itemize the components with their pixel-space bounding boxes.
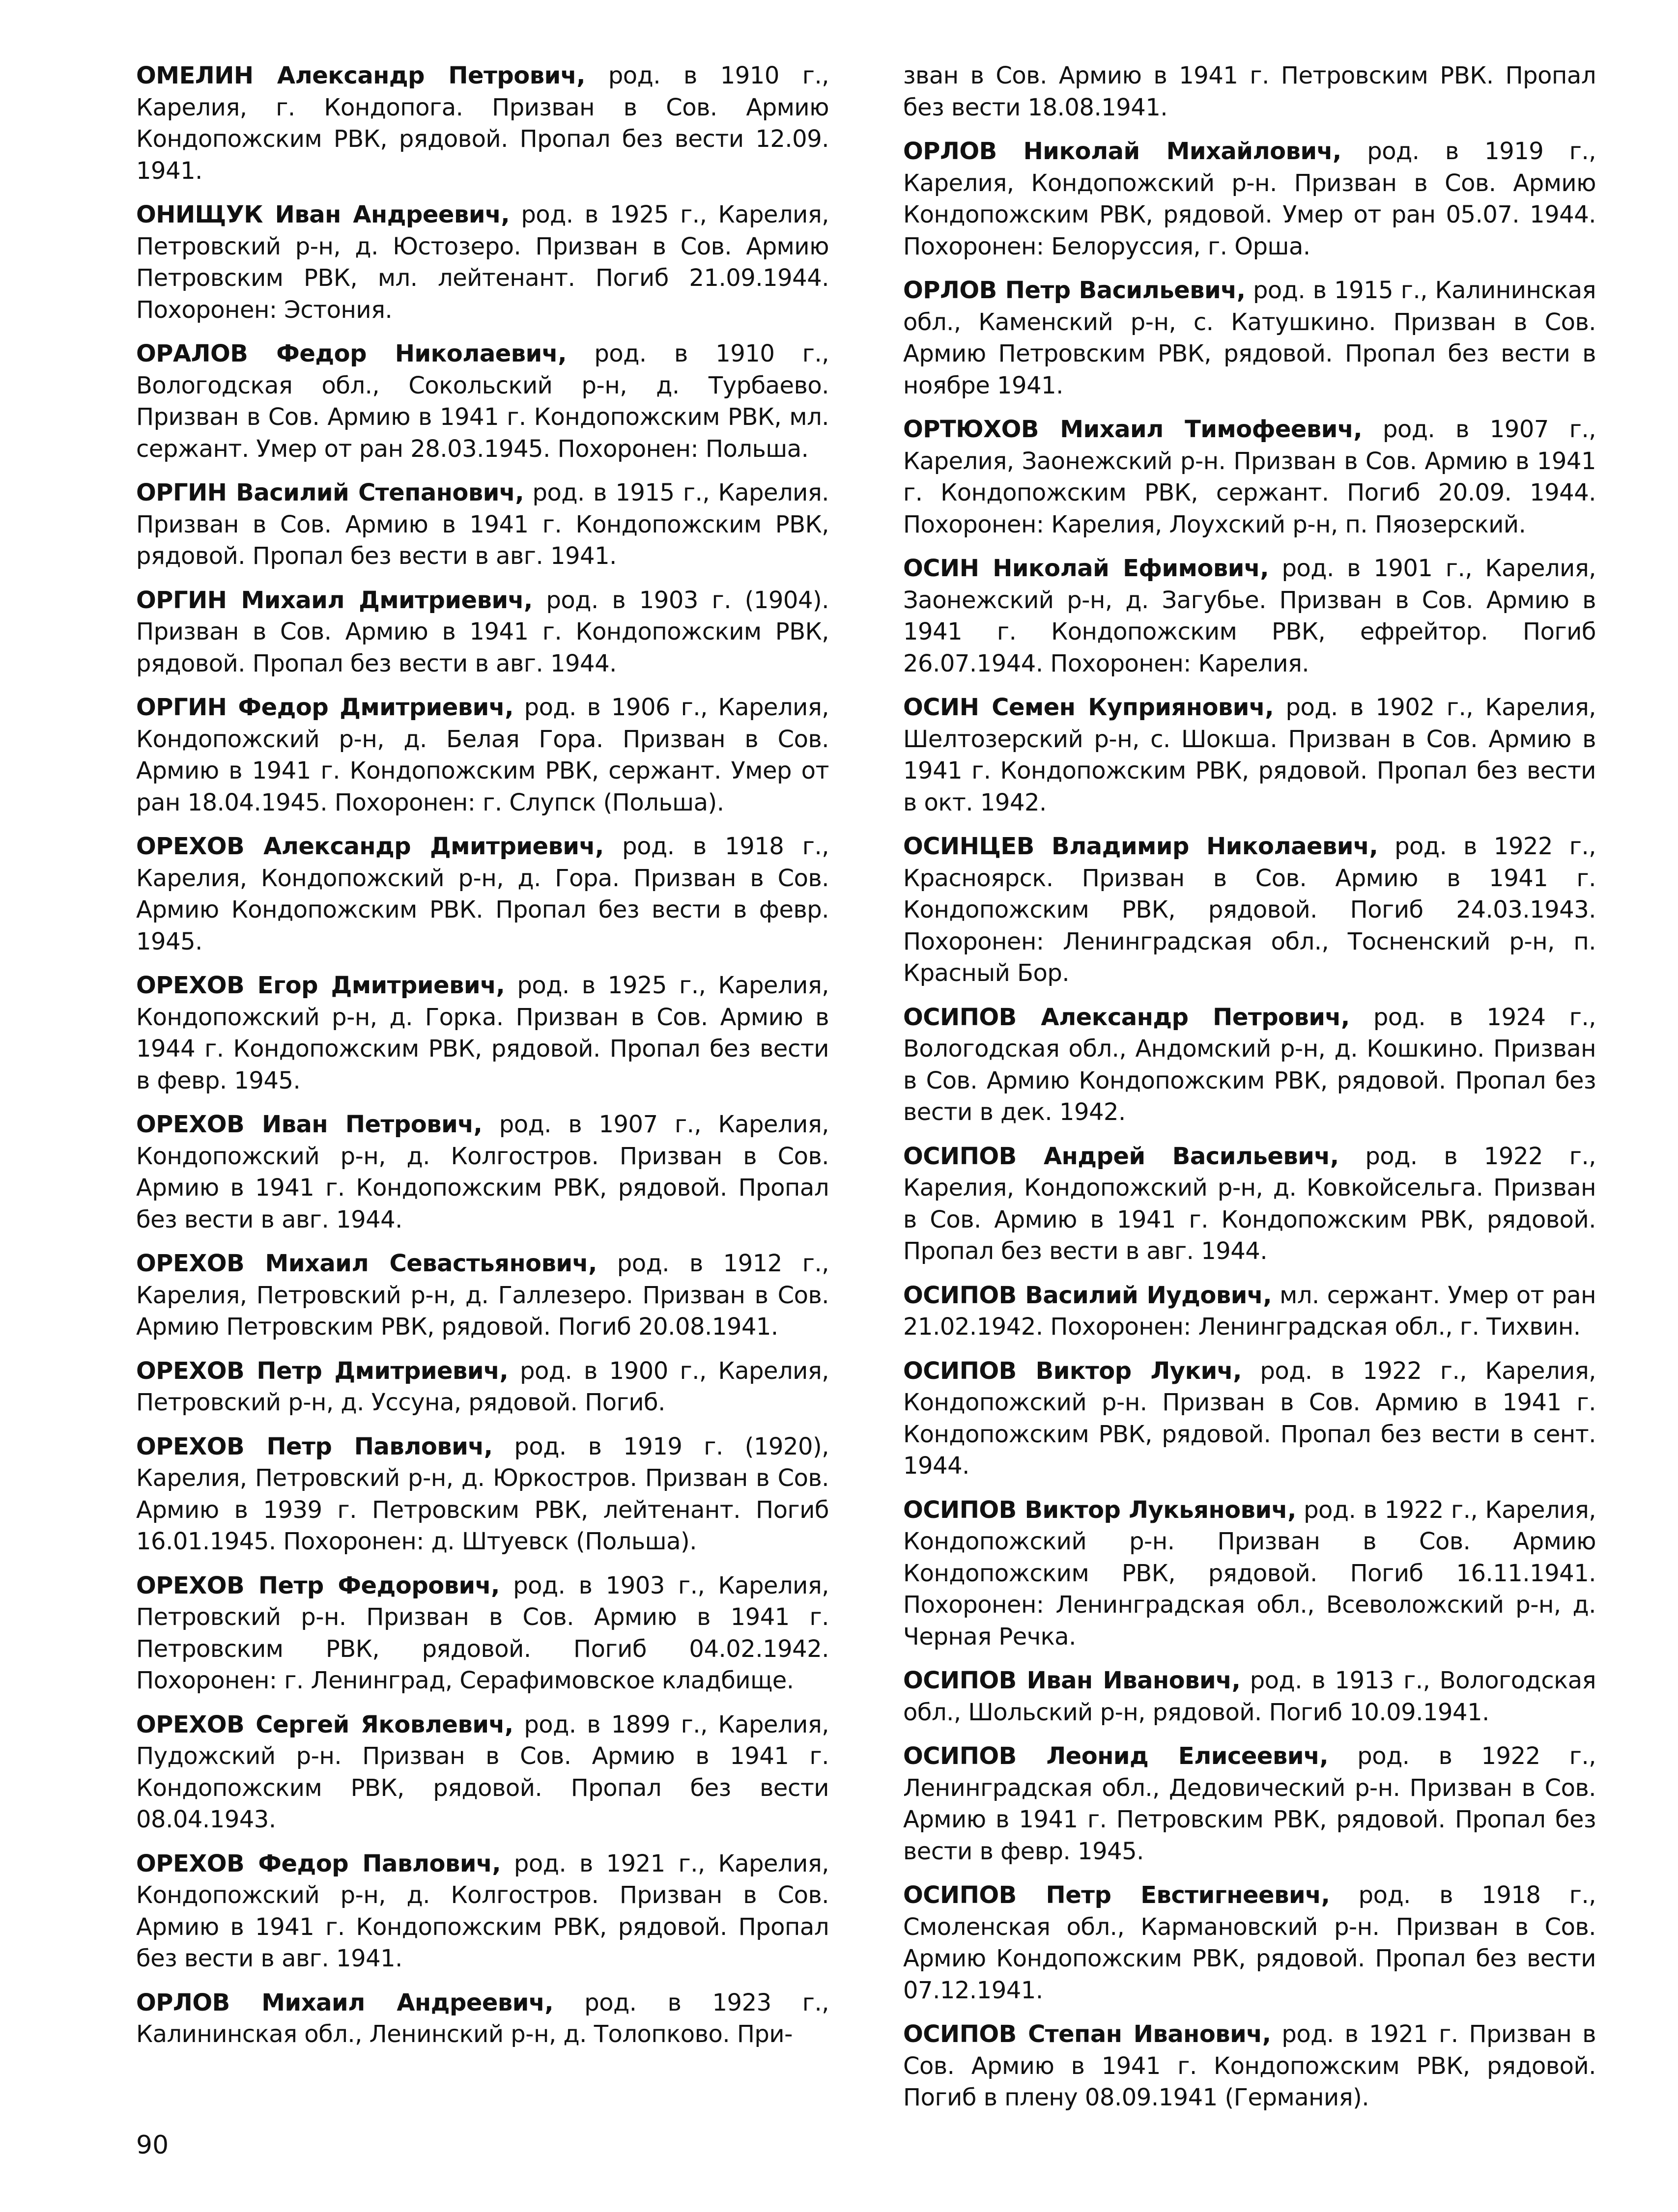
entry-text: род. в 1912 г., Карелия, Петровский р-н, д. Галлезеро. Призван в Сов. Армию Петровским РВК, рядовой. Погиб 20.08.1941. [136,1250,829,1341]
memorial-entry [903,136,1596,262]
memorial-entry [136,477,829,572]
entry-name: ОСИНЦЕВ Владимир Николаевич, [903,833,1378,860]
entry-name: ОМЕЛИН Александр Петрович, [136,62,585,89]
memorial-entry [136,1709,829,1836]
entry-name: ОРЕХОВ Федор Павлович, [136,1849,501,1877]
entry-name: ОРЕХОВ Михаил Севастьянович, [136,1250,597,1277]
entry-name: ОСИПОВ Иван Иванович, [903,1667,1241,1694]
entry-text: род. в 1902 г., Карелия, Шелтозерский р-н, с. Шокша. Призван в Сов. Армию в 1941 г. Кондопожским РВК, рядовой. Пропал без вести в окт. 1942. [903,694,1596,816]
entry-text: род. в 1922 г., Ленинградская обл., Дедовический р-н. Призван в Сов. Армию в 1941 г. Петровским РВК, рядовой. Пропал без вести в февр. 1945. [903,1742,1596,1865]
entry-name: ОРГИН Федор Дмитриевич, [136,694,513,721]
entry-name: ОСИПОВ Леонид Елисеевич, [903,1742,1329,1770]
entry-name: ОРЕХОВ Иван Петрович, [136,1111,483,1138]
entry-text: род. в 1903 г., Карелия, Петровский р-н. Призван в Сов. Армию в 1941 г. Петровским РВК, рядовой. Погиб 04.02.1942. Похоронен: г. Ленинград, Серафимовское кладбище. [136,1571,829,1694]
entry-name: ОРЕХОВ Петр Павлович, [136,1432,493,1460]
entry-text: род. в 1922 г., Карелия, Кондопожский р-н. Призван в Сов. Армию Кондопожским РВК, рядовой. Погиб 16.11.1941. Похоронен: Ленинградская обл., Всеволожский р-н, д. Черная Речка. [903,1496,1596,1651]
memorial-entry [903,2018,1596,2114]
entry-name: ОРЕХОВ Сергей Яковлевич, [136,1710,513,1738]
entry-text: род. в 1921 г., Карелия, Кондопожский р-н, д. Колгостров. Призван в Сов. Армию в 1941 г. Кондопожским РВК, рядовой. Пропал без вести в авг. 1941. [136,1849,829,1972]
memorial-entry [903,1494,1596,1653]
entry-name: ОРАЛОВ Федор Николаевич, [136,340,567,367]
left-column [136,60,829,2063]
memorial-entry [136,1355,829,1419]
memorial-entry [903,60,1596,123]
entry-text: род. в 1922 г., Красноярск. Призван в Сов. Армию в 1941 г. Кондопожским РВК, рядовой. Погиб 24.03.1943. Похоронен: Ленинградская обл., Тосненский р-н, п. Красный Бор. [903,833,1596,987]
entry-name: ОРТЮХОВ Михаил Тимофеевич, [903,416,1363,443]
entry-text: род. в 1925 г., Карелия, Петровский р-н, д. Юстозеро. Призван в Сов. Армию Петровским РВК, мл. лейтенант. Погиб 21.09.1944. Похоронен: Эстония. [136,201,829,324]
entry-name: ОРЛОВ Николай Михайлович, [903,138,1341,165]
entry-text: род. в 1919 г. (1920), Карелия, Петровский р-н, д. Юркостров. Призван в Сов. Армию в 1939 г. Петровским РВК, лейтенант. Погиб 16.01.1945. Похоронен: д. Штуевск (Польша). [136,1432,829,1555]
entry-text: род. в 1919 г., Карелия, Кондопожский р-н. Призван в Сов. Армию Кондопожским РВК, рядовой. Умер от ран 05.07. 1944. Похоронен: Белоруссия, г. Орша. [903,138,1596,260]
entry-text: род. в 1910 г., Вологодская обл., Сокольский р-н, д. Турбаево. Призван в Сов. Армию в 1941 г. Кондопожским РВК, мл. сержант. Умер от ран 28.03.1945. Похоронен: Польша. [136,340,829,463]
entry-text: род. в 1899 г., Карелия, Пудожский р-н. Призван в Сов. Армию в 1941 г. Кондопожским РВК, рядовой. Пропал без вести 08.04.1943. [136,1710,829,1833]
entry-name: ОСИПОВ Степан Иванович, [903,2020,1271,2048]
entry-text: род. в 1907 г., Карелия, Кондопожский р-н, д. Колгостров. Призван в Сов. Армию в 1941 г. Кондопожским РВК, рядовой. Пропал без вести в авг. 1944. [136,1111,829,1233]
memorial-entry [136,1570,829,1697]
entry-name: ОРЕХОВ Петр Дмитриевич, [136,1357,509,1385]
entry-name: ОСИПОВ Василий Иудович, [903,1281,1272,1309]
memorial-entry [136,60,829,187]
entry-name: ОСИПОВ Александр Петрович, [903,1003,1350,1031]
memorial-entry [903,414,1596,540]
memorial-entry [136,1109,829,1235]
memorial-entry [136,585,829,680]
memorial-entry [136,692,829,818]
memorial-entry [903,553,1596,679]
entry-text: род. в 1922 г., Карелия, Кондопожский р-н, д. Ковкойсельга. Призван в Сов. Армию в 1941 г. Кондопожским РВК, рядовой. Пропал без вести в авг. 1944. [903,1142,1596,1265]
memorial-entry [903,1141,1596,1267]
entry-text: род. в 1918 г., Смоленская обл., Кармановский р-н. Призван в Сов. Армию Кондопожским РВК, рядовой. Пропал без вести 07.12.1941. [903,1881,1596,2004]
memorial-entry [136,970,829,1096]
entry-name: ОРЕХОВ Петр Федорович, [136,1571,500,1599]
memorial-entry [136,1248,829,1343]
entry-text: род. в 1900 г., Карелия, Петровский р-н, д. Уссуна, рядовой. Погиб. [136,1357,829,1416]
memorial-entry [903,1665,1596,1728]
memorial-entry [136,1987,829,2050]
memorial-entry [903,1280,1596,1343]
entry-text: род. в 1910 г., Карелия, г. Кондопога. Призван в Сов. Армию Кондопожским РВК, рядовой. Пропал без вести 12.09. 1941. [136,62,829,185]
memorial-entry [136,1431,829,1558]
entry-text: род. в 1925 г., Карелия, Кондопожский р-н, д. Горка. Призван в Сов. Армию в 1944 г. Кондопожским РВК, рядовой. Пропал без вести в февр. 1945. [136,972,829,1094]
entry-name: ОНИЩУК Иван Андреевич, [136,201,510,228]
memorial-entry [136,831,829,957]
entry-name: ОСИПОВ Андрей Васильевич, [903,1142,1339,1170]
entry-text: род. в 1918 г., Карелия, Кондопожский р-н, д. Гора. Призван в Сов. Армию Кондопожским РВК. Пропал без вести в февр. 1945. [136,833,829,955]
entry-name: ОРЕХОВ Егор Дмитриевич, [136,972,505,999]
memorial-entry [903,275,1596,401]
memorial-entry [903,831,1596,989]
entry-name: ОСИПОВ Виктор Лукич, [903,1357,1242,1385]
page-number: 90 [136,2130,169,2160]
entry-name: ОРГИН Михаил Дмитриевич, [136,586,533,614]
entry-text: род. в 1903 г. (1904). Призван в Сов. Армию в 1941 г. Кондопожским РВК, рядовой. Пропал без вести в авг. 1944. [136,586,829,677]
memorial-entry [136,199,829,326]
entry-text: мл. сержант. Умер от ран 21.02.1942. Похоронен: Ленинградская обл., г. Тихвин. [903,1281,1596,1341]
entry-text: род. в 1915 г., Калининская обл., Каменский р-н, с. Катушкино. Призван в Сов. Армию Петровским РВК, рядовой. Пропал без вести в ноябре 1941. [903,277,1596,399]
memorial-entry [903,1355,1596,1482]
entry-name: ОСИПОВ Петр Евстигнеевич, [903,1881,1330,1909]
entry-text: род. в 1907 г., Карелия, Заонежский р-н. Призван в Сов. Армию в 1941 г. Кондопожским РВК, сержант. Погиб 20.09. 1944. Похоронен: Карелия, Лоухский р-н, п. Пяозерский. [903,416,1596,538]
memorial-entry [136,338,829,465]
entry-name: ОРЕХОВ Александр Дмитриевич, [136,833,604,860]
entry-text: род. в 1924 г., Вологодская обл., Андомский р-н, д. Кошкино. Призван в Сов. Армию Кондопожским РВК, рядовой. Пропал без вести в дек. 1942. [903,1003,1596,1126]
entry-text: род. в 1901 г., Карелия, Заонежский р-н, д. Загубье. Призван в Сов. Армию в 1941 г. Кондопожским РВК, ефрейтор. Погиб 26.07.1944. Похоронен: Карелия. [903,555,1596,677]
right-column [903,60,1596,2126]
entry-text: род. в 1922 г., Карелия, Кондопожский р-н. Призван в Сов. Армию в 1941 г. Кондопожским РВК, рядовой. Пропал без вести в сент. 1944. [903,1357,1596,1480]
entry-text: род. в 1906 г., Карелия, Кондопожский р-н, д. Белая Гора. Призван в Сов. Армию в 1941 г. Кондопожским РВК, сержант. Умер от ран 18.04.1945. Похоронен: г. Слупск (Польша). [136,694,829,816]
memorial-entry [903,1740,1596,1867]
memorial-entry [903,1002,1596,1128]
memorial-entry [903,692,1596,818]
entry-text: зван в Сов. Армию в 1941 г. Петровским РВК. Пропал без вести 18.08.1941. [903,62,1596,121]
entry-text: род. в 1915 г., Карелия. Призван в Сов. Армию в 1941 г. Кондопожским РВК, рядовой. Пропал без вести в авг. 1941. [136,479,829,570]
entry-name: ОСИН Семен Куприянович, [903,694,1274,721]
entry-name: ОСИПОВ Виктор Лукьянович, [903,1496,1296,1524]
entry-text: род. в 1921 г. Призван в Сов. Армию в 1941 г. Кондопожским РВК, рядовой. Погиб в плену 08.09.1941 (Германия). [903,2020,1596,2111]
entry-text: род. в 1913 г., Вологодская обл., Шольский р-н, рядовой. Погиб 10.09.1941. [903,1667,1596,1726]
memorial-entry [136,1848,829,1975]
entry-text: род. в 1923 г., Калининская обл., Ленинский р-н, д. Толопково. При- [136,1988,829,2048]
entry-name: ОРЛОВ Михаил Андреевич, [136,1988,554,2016]
entry-name: ОРЛОВ Петр Васильевич, [903,277,1246,304]
entry-name: ОРГИН Василий Степанович, [136,479,524,506]
entry-name: ОСИН Николай Ефимович, [903,555,1269,582]
memorial-entry [903,1879,1596,2006]
